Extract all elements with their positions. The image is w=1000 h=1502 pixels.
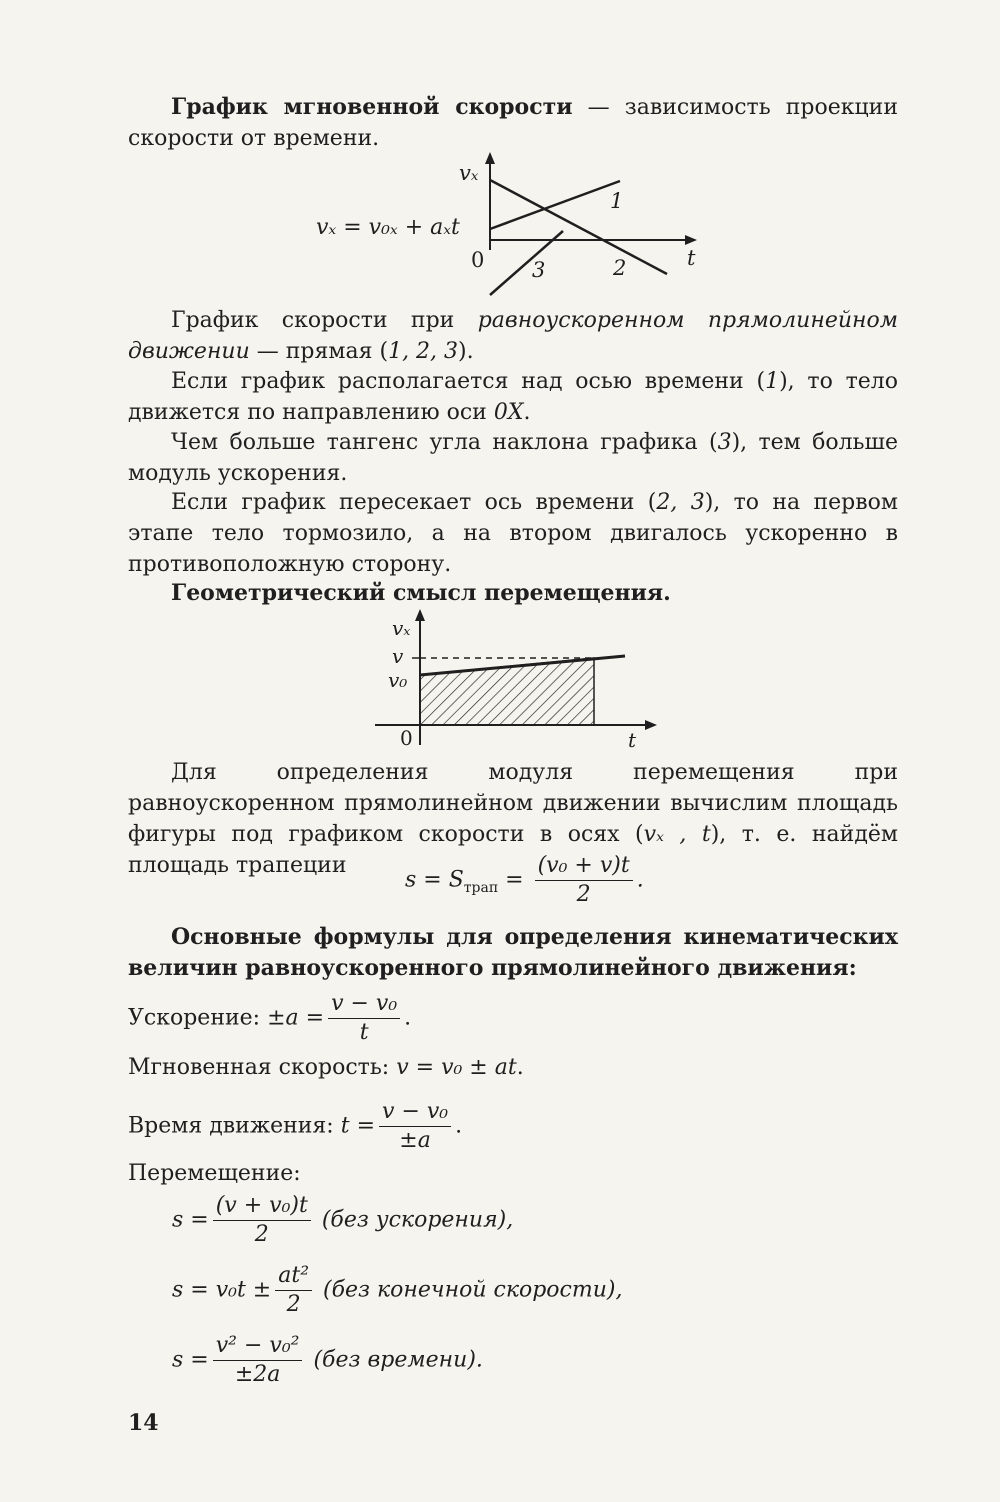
section1-title: График мгновенной скорости xyxy=(171,94,573,120)
text: — прямая ( xyxy=(249,339,389,364)
formula-displacement-2 xyxy=(172,1262,622,1319)
lhs: ±a = xyxy=(267,1005,325,1031)
text: Для определения модуля перемещения при равноускоренном прямолинейном движении вычислим площадь фигуры под графиком скорости в осях ( xyxy=(128,760,898,847)
numerator: at² xyxy=(275,1262,312,1291)
denominator: 2 xyxy=(576,882,591,907)
note: (без времени). xyxy=(313,1347,483,1373)
graph2-axis-y-label: vₓ xyxy=(392,616,411,640)
formula-velocity xyxy=(128,1052,524,1083)
paragraph-graph-type xyxy=(128,305,898,367)
text: Если график пересекает ось времени ( xyxy=(171,490,657,515)
page-number: 14 xyxy=(128,1410,159,1436)
text: График скорости при xyxy=(171,308,478,333)
note: (без конечной скорости), xyxy=(323,1277,623,1303)
formula-displacement-3 xyxy=(172,1332,483,1389)
fraction xyxy=(535,852,633,909)
denominator: t xyxy=(359,1020,369,1045)
v0-label: v₀ xyxy=(388,668,408,692)
lhs: s = xyxy=(172,1347,209,1373)
expression: v = v₀ ± at xyxy=(396,1055,517,1080)
denominator: ±2a xyxy=(234,1362,281,1387)
graph1-origin-label: 0 xyxy=(471,248,485,272)
numerator: v − v₀ xyxy=(328,990,400,1019)
paragraph-above-axis xyxy=(128,366,898,428)
axis-name: 0X xyxy=(493,400,524,425)
fraction xyxy=(328,990,400,1047)
line-ref: 1 xyxy=(765,369,780,394)
label: Ускорение: xyxy=(128,1005,261,1031)
line-refs: 1, 2, 3 xyxy=(388,339,459,364)
line-refs: 2, 3 xyxy=(656,490,705,515)
italic-term: равноускоренном прямолинейном движении xyxy=(128,308,898,364)
section1-text: — зависимость проекции скорости от времени. xyxy=(128,95,898,151)
numerator: v² − v₀² xyxy=(213,1332,303,1361)
formula-displacement-1 xyxy=(172,1192,513,1249)
section3-title: Основные формулы для определения кинематических величин равноускоренного прямолинейного движения: xyxy=(128,924,898,981)
lhs: t = xyxy=(340,1113,376,1139)
end: . xyxy=(455,1113,463,1139)
denominator: ±a xyxy=(399,1128,431,1153)
section1-paragraph xyxy=(128,92,898,154)
line-ref: 3 xyxy=(717,430,732,455)
denominator: 2 xyxy=(286,1292,301,1317)
denominator: 2 xyxy=(254,1222,269,1247)
text: . xyxy=(523,400,531,425)
graph1-axis-x-label: t xyxy=(687,246,696,270)
graph1-axis-y-label: vₓ xyxy=(459,161,479,185)
fraction xyxy=(275,1262,312,1319)
label: Мгновенная скорость: xyxy=(128,1055,390,1080)
lhs: s = xyxy=(172,1207,209,1233)
velocity-graph xyxy=(455,150,715,305)
text: Чем больше тангенс угла наклона графика ( xyxy=(171,430,718,455)
label: Время движения: xyxy=(128,1113,334,1139)
displacement-graph xyxy=(370,605,670,755)
text: ), то тело движется по направлению оси xyxy=(128,369,898,425)
end: . xyxy=(404,1005,412,1031)
line-2-label: 2 xyxy=(613,256,627,280)
text: ), т. е. найдём площадь трапеции xyxy=(128,822,899,878)
line-3-label: 3 xyxy=(532,258,546,282)
section2-title: Геометрический смысл перемещения. xyxy=(171,580,671,606)
formula-time xyxy=(128,1098,462,1155)
end: . xyxy=(636,867,644,893)
axes-ref: vₓ , t xyxy=(643,822,711,847)
fraction xyxy=(379,1098,451,1155)
text: ), тем больше модуль ускорения. xyxy=(128,430,898,486)
fraction xyxy=(213,1332,303,1389)
line-1-label: 1 xyxy=(610,189,624,213)
paragraph-cross-axis xyxy=(128,487,898,580)
line-2 xyxy=(490,180,667,274)
numerator: v − v₀ xyxy=(379,1098,451,1127)
numerator: (v + v₀)t xyxy=(213,1192,311,1221)
numerator: (v₀ + v)t xyxy=(535,852,633,881)
lhs: s = v₀t ± xyxy=(172,1277,272,1303)
paragraph-tangent xyxy=(128,427,898,489)
line-1 xyxy=(490,181,620,229)
end: . xyxy=(516,1055,524,1080)
subscript: трап xyxy=(463,879,499,896)
fraction xyxy=(213,1192,311,1249)
text: ), то на первом этапе тело тормозило, а на втором двигалось ускоренно в противоположную сторону. xyxy=(128,490,899,577)
v-label: v xyxy=(392,644,404,668)
trapezoid-formula xyxy=(405,852,644,909)
text: Если график располагается над осью времени ( xyxy=(171,369,766,394)
graph2-origin-label: 0 xyxy=(400,726,413,750)
graph2-axis-x-label: t xyxy=(628,728,637,752)
graph1-formula: vₓ = v₀ₓ + aₓt xyxy=(316,215,460,240)
displacement-label: Перемещение: xyxy=(128,1161,301,1186)
formula-acceleration xyxy=(128,990,411,1047)
note: (без ускорения), xyxy=(321,1207,514,1233)
lhs: s = S xyxy=(405,867,464,893)
text: ). xyxy=(458,339,474,364)
eq: = xyxy=(498,867,531,893)
